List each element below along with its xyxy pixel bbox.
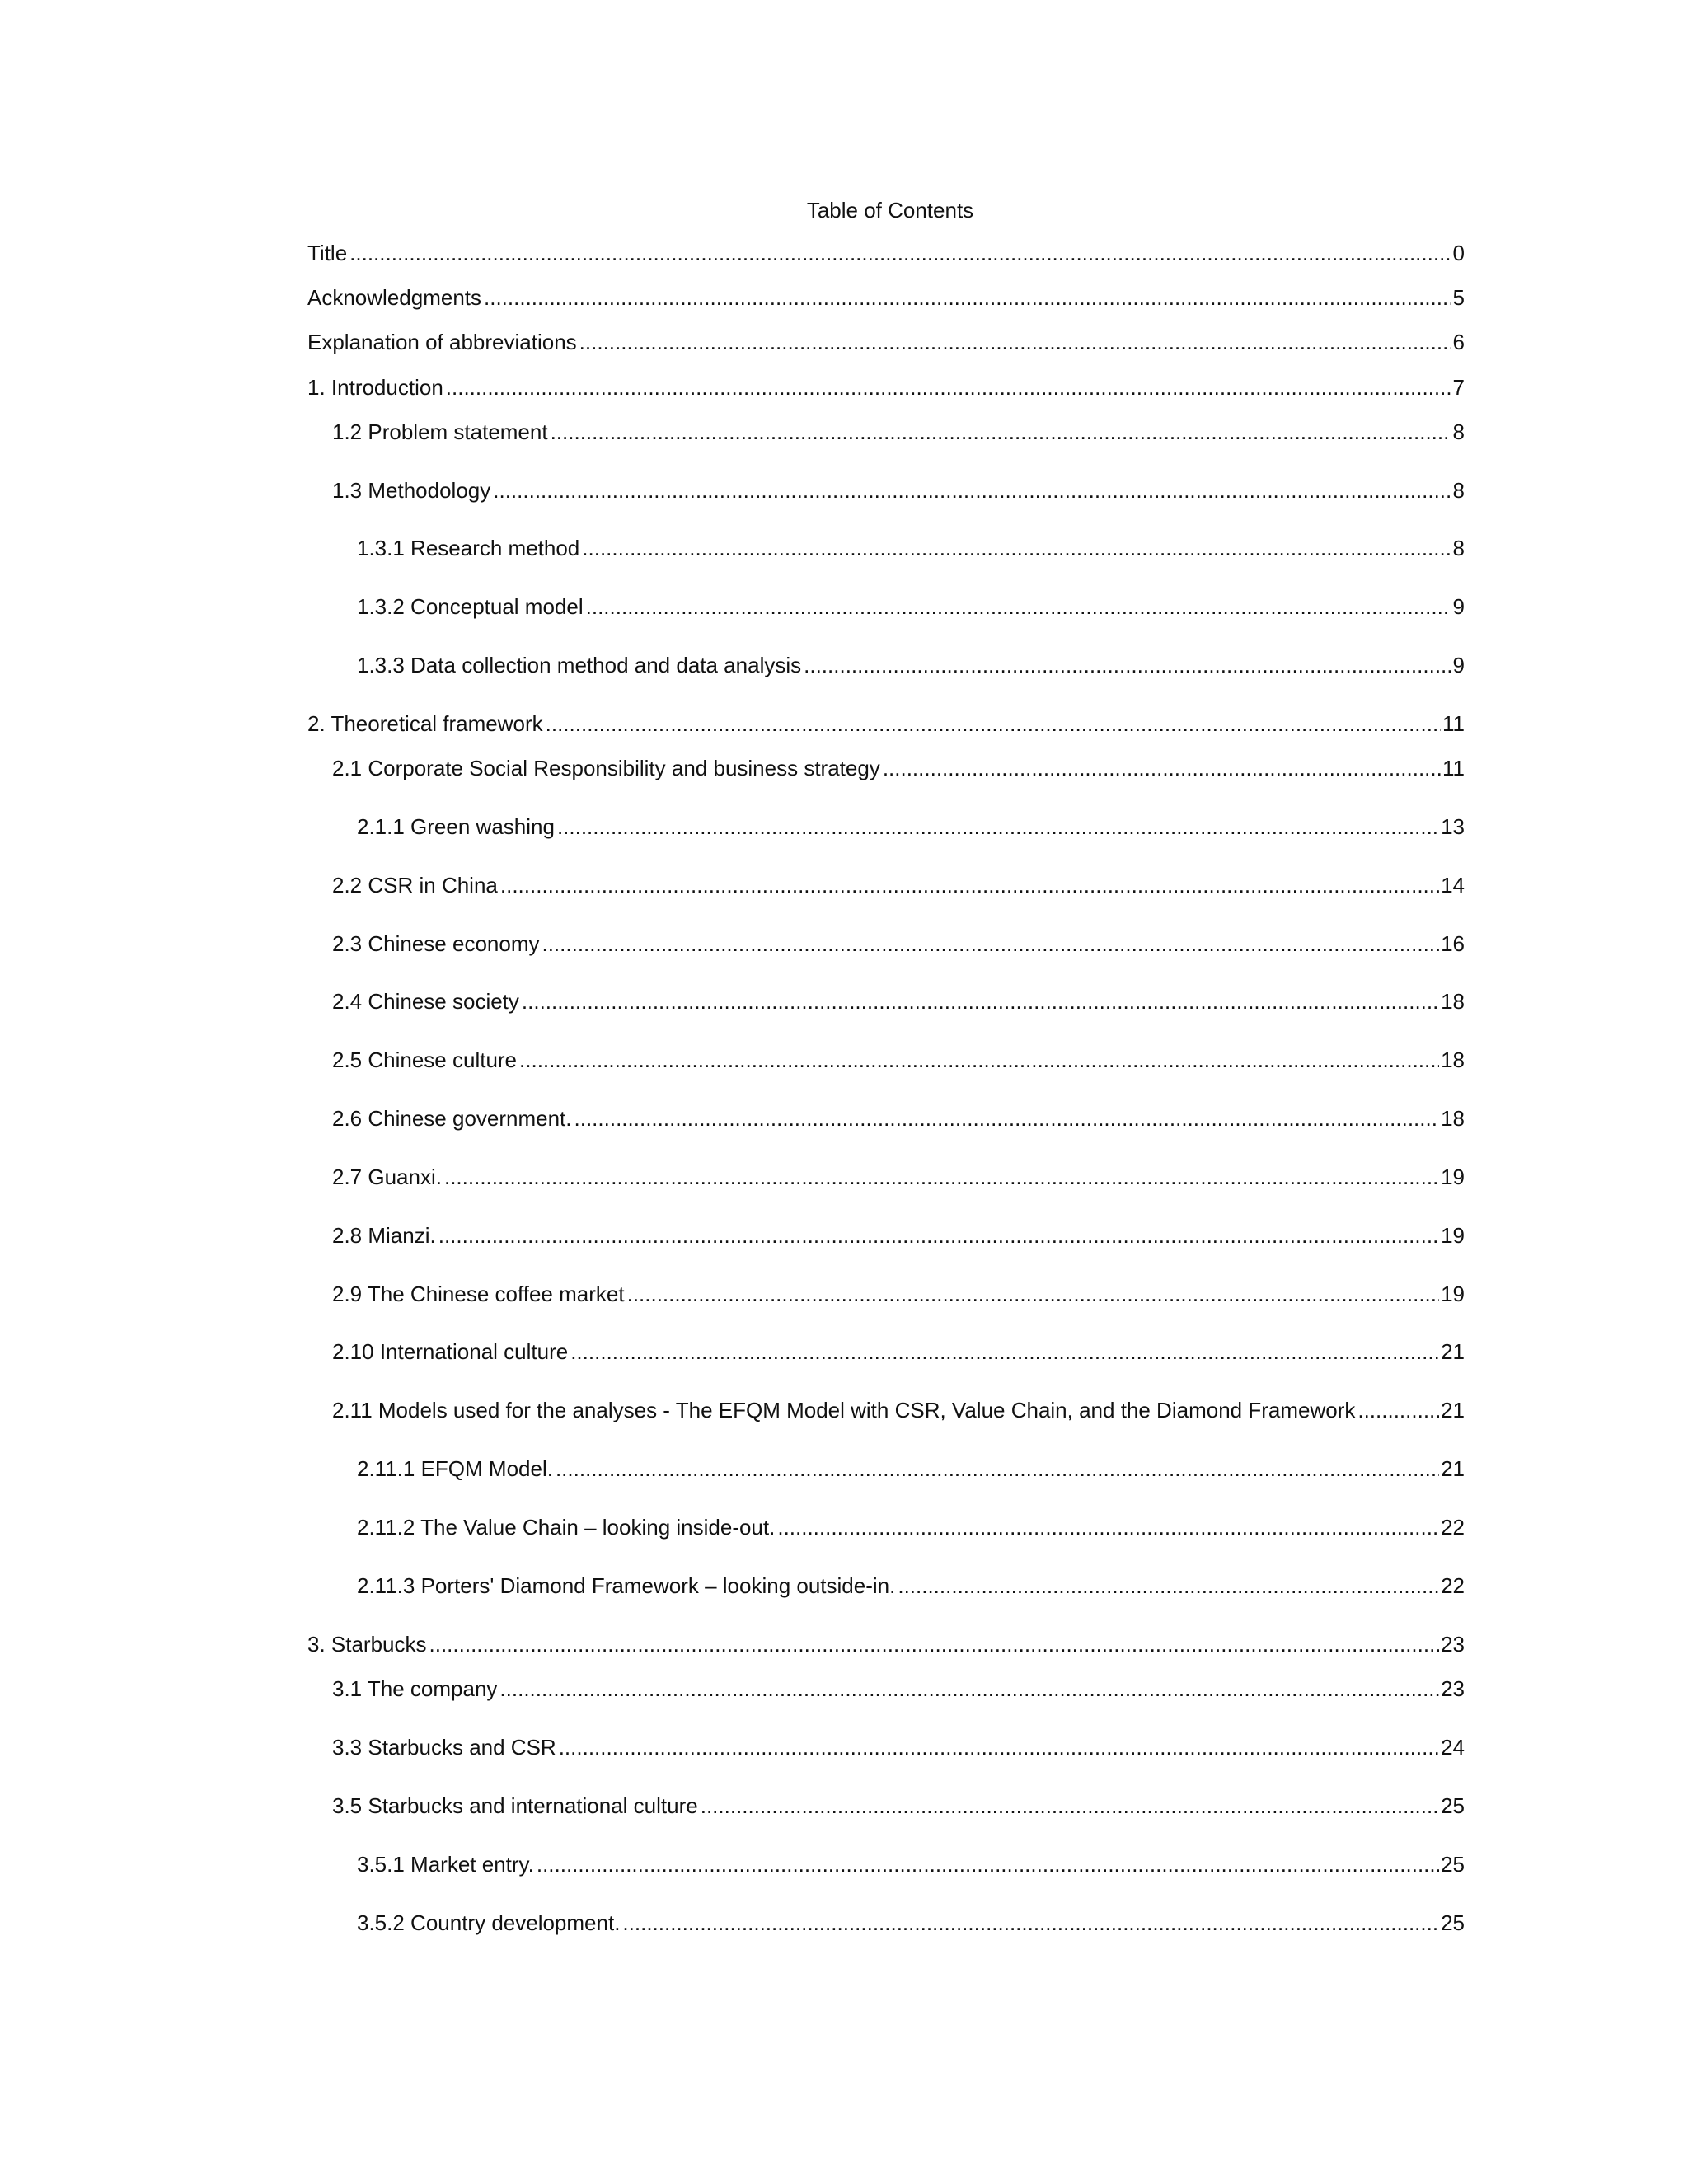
toc-entry-guanxi[interactable] bbox=[307, 1163, 1465, 1191]
dot-leader bbox=[499, 1675, 1439, 1703]
toc-entry-label: 2.7 Guanxi. bbox=[332, 1165, 442, 1189]
toc-entry-label: 2.6 Chinese government. bbox=[332, 1106, 572, 1131]
toc-entry-page: 16 bbox=[1441, 931, 1465, 956]
dot-leader bbox=[582, 534, 1451, 562]
dot-leader bbox=[349, 239, 1451, 267]
toc-entry-label: 3. Starbucks bbox=[307, 1632, 427, 1657]
toc-entry-label: 2. Theoretical framework bbox=[307, 711, 543, 736]
toc-entry-page: 11 bbox=[1442, 711, 1465, 736]
dot-leader bbox=[627, 1280, 1439, 1308]
toc-entry-efqm-model[interactable] bbox=[307, 1455, 1465, 1483]
toc-entry-label: 2.10 International culture bbox=[332, 1339, 569, 1364]
dot-leader bbox=[444, 1163, 1439, 1191]
toc-entry-chinese-society[interactable] bbox=[307, 987, 1465, 1015]
toc-entry-label: 3.5.1 Market entry. bbox=[357, 1852, 534, 1877]
toc-entry-label: 3.3 Starbucks and CSR bbox=[332, 1735, 556, 1760]
toc-entry-models-used[interactable] bbox=[307, 1396, 1465, 1424]
toc-entry-label: 1.3.2 Conceptual model bbox=[357, 594, 584, 619]
toc-entry-problem-statement[interactable] bbox=[307, 418, 1465, 446]
toc-entry-page: 22 bbox=[1441, 1515, 1465, 1540]
toc-entry-page: 18 bbox=[1441, 1047, 1465, 1072]
dot-leader bbox=[542, 930, 1439, 958]
toc-entry-page: 21 bbox=[1441, 1398, 1465, 1422]
toc-entry-page: 19 bbox=[1441, 1165, 1465, 1189]
toc-entry-theoretical-framework[interactable] bbox=[307, 710, 1465, 738]
toc-title: Table of Contents bbox=[806, 198, 974, 223]
toc-entry-page: 11 bbox=[1442, 756, 1465, 780]
dot-leader bbox=[804, 651, 1451, 679]
toc-entry-page: 25 bbox=[1441, 1910, 1465, 1935]
toc-entry-conceptual-model[interactable] bbox=[307, 593, 1465, 621]
toc-entry-page: 21 bbox=[1441, 1456, 1465, 1481]
toc-entry-page: 9 bbox=[1452, 594, 1465, 619]
toc-entry-page: 21 bbox=[1441, 1339, 1465, 1364]
toc-entry-page: 6 bbox=[1452, 330, 1465, 354]
toc-entry-diamond-framework[interactable] bbox=[307, 1572, 1465, 1600]
dot-leader bbox=[1357, 1396, 1439, 1424]
dot-leader bbox=[557, 813, 1439, 841]
toc-entry-chinese-economy[interactable] bbox=[307, 930, 1465, 958]
toc-entry-starbucks-international-culture[interactable] bbox=[307, 1792, 1465, 1820]
toc-entry-label: 2.11 Models used for the analyses - The EFQM Model with CSR, Value Chain, and the Diamond Framework bbox=[332, 1398, 1356, 1422]
dot-leader bbox=[622, 1909, 1439, 1937]
toc-entry-page: 19 bbox=[1441, 1223, 1465, 1248]
toc-entry-csr-china[interactable] bbox=[307, 871, 1465, 899]
toc-entry-page: 22 bbox=[1441, 1573, 1465, 1598]
toc-entry-chinese-government[interactable] bbox=[307, 1104, 1465, 1132]
dot-leader bbox=[484, 284, 1451, 312]
dot-leader bbox=[559, 1733, 1439, 1761]
dot-leader bbox=[537, 1850, 1439, 1878]
toc-entry-page: 8 bbox=[1452, 419, 1465, 444]
dot-leader bbox=[898, 1572, 1439, 1600]
dot-leader bbox=[556, 1455, 1439, 1483]
dot-leader bbox=[579, 328, 1451, 356]
toc-entry-label: 2.8 Mianzi. bbox=[332, 1223, 436, 1248]
dot-leader bbox=[493, 476, 1451, 504]
dot-leader bbox=[777, 1513, 1439, 1541]
toc-entry-methodology[interactable] bbox=[307, 476, 1465, 504]
toc-entry-label: 2.4 Chinese society bbox=[332, 989, 519, 1014]
dot-leader bbox=[574, 1104, 1440, 1132]
toc-entry-page: 7 bbox=[1452, 375, 1465, 400]
toc-entry-label: Explanation of abbreviations bbox=[307, 330, 577, 354]
toc-entry-label: 2.1.1 Green washing bbox=[357, 814, 555, 839]
toc-entry-label: 2.5 Chinese culture bbox=[332, 1047, 518, 1072]
toc-entry-page: 9 bbox=[1452, 653, 1465, 677]
toc-entry-chinese-coffee-market[interactable] bbox=[307, 1280, 1465, 1308]
toc-entry-value-chain[interactable] bbox=[307, 1513, 1465, 1541]
toc-entry-page: 24 bbox=[1441, 1735, 1465, 1760]
toc-entry-page: 25 bbox=[1441, 1793, 1465, 1818]
toc-entry-label: 2.9 The Chinese coffee market bbox=[332, 1282, 625, 1306]
toc-entry-page: 25 bbox=[1441, 1852, 1465, 1877]
toc-entry-page: 23 bbox=[1441, 1676, 1465, 1701]
toc-entry-page: 18 bbox=[1441, 1106, 1465, 1131]
dot-leader bbox=[586, 593, 1451, 621]
toc-entry-label: 1. Introduction bbox=[307, 375, 443, 400]
toc-entry-starbucks-csr[interactable] bbox=[307, 1733, 1465, 1761]
toc-entry-page: 23 bbox=[1441, 1632, 1465, 1657]
toc-entry-market-entry[interactable] bbox=[307, 1850, 1465, 1878]
toc-entry-page: 0 bbox=[1452, 241, 1465, 265]
toc-entry-label: 1.3 Methodology bbox=[332, 478, 491, 503]
toc-entry-page: 5 bbox=[1452, 285, 1465, 310]
toc-entry-label: 2.11.2 The Value Chain – looking inside-out. bbox=[357, 1515, 776, 1540]
toc-entry-research-method[interactable] bbox=[307, 534, 1465, 562]
toc-entry-page: 8 bbox=[1452, 478, 1465, 503]
dot-leader bbox=[446, 373, 1451, 401]
toc-entry-label: 3.1 The company bbox=[332, 1676, 498, 1701]
toc-entry-chinese-culture[interactable] bbox=[307, 1046, 1465, 1074]
toc-entry-label: 2.11.3 Porters' Diamond Framework – looking outside-in. bbox=[357, 1573, 896, 1598]
toc-entry-data-collection[interactable] bbox=[307, 651, 1465, 679]
toc-entry-green-washing[interactable] bbox=[307, 813, 1465, 841]
dot-leader bbox=[551, 418, 1451, 446]
dot-leader bbox=[429, 1630, 1440, 1658]
toc-entry-label: 3.5.2 Country development. bbox=[357, 1910, 621, 1935]
toc-entry-title[interactable] bbox=[307, 239, 1465, 267]
dot-leader bbox=[519, 1046, 1439, 1074]
toc-entry-label: Acknowledgments bbox=[307, 285, 481, 310]
toc-entry-label: 2.2 CSR in China bbox=[332, 873, 498, 898]
toc-entry-label: 1.3.3 Data collection method and data analysis bbox=[357, 653, 802, 677]
toc-entry-international-culture[interactable] bbox=[307, 1338, 1465, 1366]
toc-entry-acknowledgments[interactable] bbox=[307, 284, 1465, 312]
toc-entry-page: 8 bbox=[1452, 536, 1465, 560]
toc-entry-introduction[interactable] bbox=[307, 373, 1465, 401]
dot-leader bbox=[570, 1338, 1439, 1366]
dot-leader bbox=[883, 754, 1441, 782]
toc-entry-label: 1.3.1 Research method bbox=[357, 536, 580, 560]
dot-leader bbox=[500, 871, 1439, 899]
dot-leader bbox=[701, 1792, 1439, 1820]
toc-entry-page: 14 bbox=[1441, 873, 1465, 898]
toc-entry-abbreviations[interactable] bbox=[307, 328, 1465, 356]
toc-entry-label: 1.2 Problem statement bbox=[332, 419, 548, 444]
toc-entry-the-company[interactable] bbox=[307, 1675, 1465, 1703]
toc-entry-page: 13 bbox=[1441, 814, 1465, 839]
toc-entry-label: 2.3 Chinese economy bbox=[332, 931, 540, 956]
toc-entry-country-development[interactable] bbox=[307, 1909, 1465, 1937]
toc-entry-mianzi[interactable] bbox=[307, 1221, 1465, 1249]
toc-entry-page: 18 bbox=[1441, 989, 1465, 1014]
toc-entry-page: 19 bbox=[1441, 1282, 1465, 1306]
dot-leader bbox=[438, 1221, 1439, 1249]
toc-entry-label: 2.11.1 EFQM Model. bbox=[357, 1456, 553, 1481]
toc-entry-label: 3.5 Starbucks and international culture bbox=[332, 1793, 698, 1818]
toc-entry-label: Title bbox=[307, 241, 348, 265]
dot-leader bbox=[522, 987, 1439, 1015]
dot-leader bbox=[546, 710, 1441, 738]
toc-entry-label: 2.1 Corporate Social Responsibility and business strategy bbox=[332, 756, 880, 780]
toc-entry-csr-business-strategy[interactable] bbox=[307, 754, 1465, 782]
toc-entry-starbucks[interactable] bbox=[307, 1630, 1465, 1658]
